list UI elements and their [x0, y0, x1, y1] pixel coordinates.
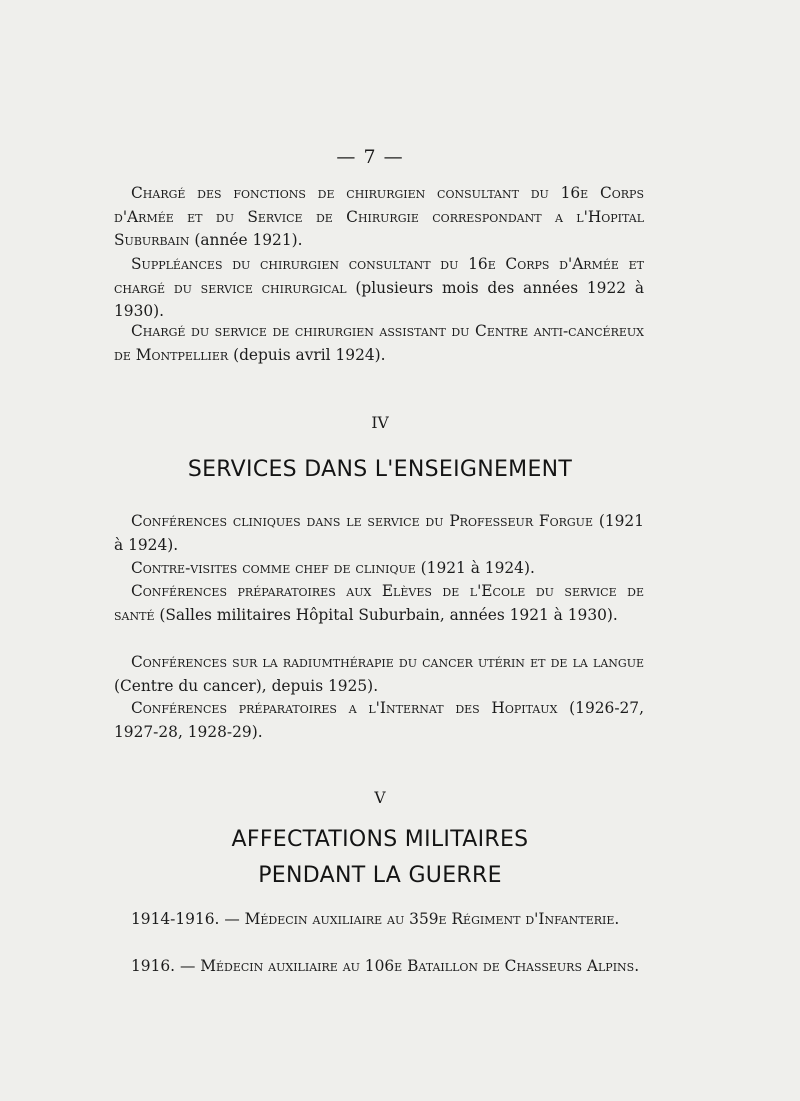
paragraph-rest-text: (année 1921). — [189, 231, 303, 249]
paragraph-contre-visites — [114, 557, 644, 581]
paragraph-rest-text: (1921 à 1924). — [415, 559, 535, 577]
paragraph-caps-text: Conférences préparatoires a l'Internat des Hopitaux — [131, 699, 558, 717]
paragraph-date-text: 1916. — — [131, 957, 201, 975]
paragraph-radiumtherapie — [114, 651, 644, 698]
paragraph-rest-text: (1926-27, 1927-28, 1928-29). — [114, 699, 644, 741]
paragraph-rest-text: (1921 à 1924). — [114, 512, 644, 554]
section-iv-title — [0, 452, 760, 488]
paragraph-caps-text: Médecin auxiliaire au 359e Régiment d'Infanterie. — [244, 910, 620, 928]
paragraph-rest-text: (plusieurs mois des années 1922 à 1930). — [114, 278, 645, 320]
paragraph-rest-text: (Centre du cancer), depuis 1925). — [114, 676, 379, 695]
paragraph-eleves-service-sante — [114, 580, 644, 627]
paragraph-1914-1916 — [114, 908, 644, 932]
paragraph-conferences-cliniques — [114, 510, 644, 557]
paragraph-centre-anticancereux — [114, 320, 644, 367]
paragraph-caps-text: Chargé du service de chirurgien assistant du Centre anti-cancéreux de Montpellier — [114, 322, 644, 364]
section-v-number: V — [374, 789, 386, 807]
paragraph-rest-text: (depuis avril 1924). — [228, 345, 386, 364]
paragraph-caps-text: Suppléances du chirurgien consultant du 16e Corps d'Armée et chargé du service chirurgical — [114, 255, 644, 297]
section-v-title-line1: AFFECTATIONS MILITAIRES — [231, 827, 529, 852]
paragraph-caps-text: Contre-visites comme chef de clinique — [131, 559, 416, 577]
paragraph-1916 — [114, 955, 644, 979]
paragraph-internat-hopitaux — [114, 697, 644, 744]
paragraph-caps-text: Médecin auxiliaire au 106e Bataillon de Chasseurs Alpins. — [200, 957, 640, 975]
paragraph-suppleances — [114, 253, 644, 324]
page-number: — 7 — — [336, 146, 404, 168]
section-v-title-line2: PENDANT LA GUERRE — [258, 863, 502, 888]
paragraph-caps-text: Conférences cliniques dans le service du Professeur Forgue — [131, 512, 593, 530]
paragraph-caps-text: Conférences préparatoires aux Elèves de l'Ecole du service de santé — [114, 582, 644, 624]
paragraph-date-text: 1914-1916. — — [131, 910, 245, 928]
paragraph-caps-text: Conférences sur la radiumthérapie du cancer utérin et de la langue — [131, 653, 644, 671]
section-iv-number: IV — [371, 414, 389, 432]
paragraph-caps-text: Chargé des fonctions de chirurgien consultant du 16e Corps d'Armée et du Service de Chirurgie correspondant a l'Hopital Suburbain — [114, 184, 644, 249]
section-v-title — [0, 822, 760, 894]
paragraph-consultant-16e-corps — [114, 182, 644, 253]
paragraph-rest-text: (Salles militaires Hôpital Suburbain, années 1921 à 1930). — [154, 605, 618, 624]
section-iv-title-text: SERVICES DANS L'ENSEIGNEMENT — [187, 457, 573, 482]
